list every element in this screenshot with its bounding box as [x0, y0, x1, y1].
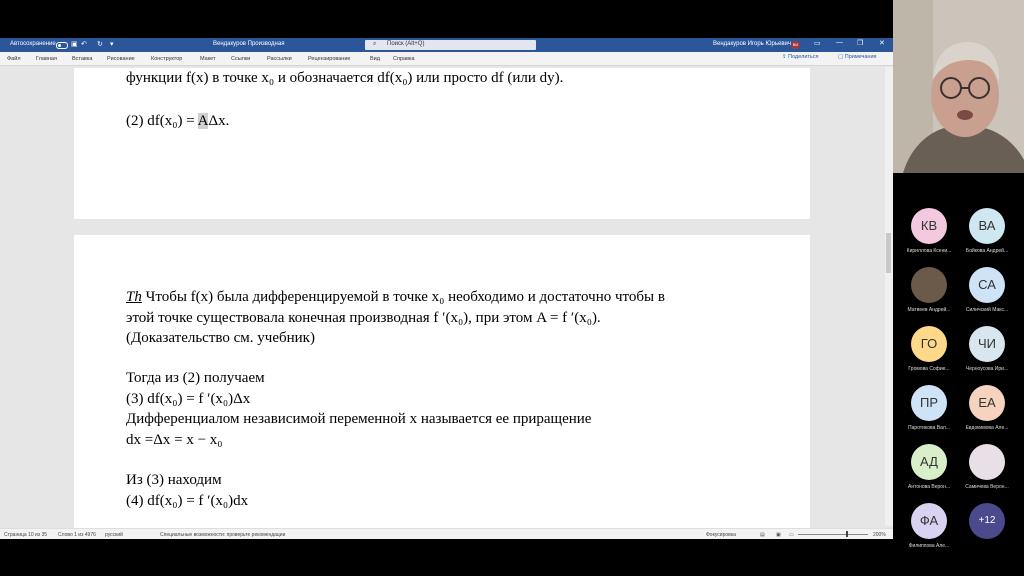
participant-tile[interactable] [900, 321, 958, 379]
participant-name: Силичский Макс... [965, 307, 1009, 313]
participant-tile[interactable] [958, 439, 1016, 497]
scrollbar-thumb[interactable] [886, 233, 891, 273]
doc-line: этой точке существовала конечная производная f ′(x₀), при этом A = f ′(x₀). [126, 310, 601, 326]
participant-tile[interactable] [900, 380, 958, 438]
participant-name: Евдокимова Але... [965, 425, 1009, 431]
document-title[interactable]: Вендакуров Производная [213, 41, 285, 47]
participant-name: Антонова Верон... [907, 484, 951, 490]
user-name: Вендакуров Игорь Юрьевич [713, 41, 792, 47]
participant-photo [911, 267, 947, 303]
participant-avatar: КВ [911, 208, 947, 244]
tab-insert[interactable]: Вставка [72, 56, 93, 62]
search-placeholder: Поиск (Alt+Q) [387, 41, 425, 47]
tab-view[interactable]: Вид [370, 56, 380, 62]
zoom-slider[interactable] [798, 534, 868, 535]
tab-references[interactable]: Ссылки [231, 56, 251, 62]
participant-avatar: ГО [911, 326, 947, 362]
participant-avatar: СА [969, 267, 1005, 303]
redo-icon[interactable]: ↻ [97, 41, 103, 48]
participant-avatar: ЕА [969, 385, 1005, 421]
tab-design[interactable]: Конструктор [151, 56, 183, 62]
autosave-label: Автосохранение [10, 41, 56, 47]
participant-name: Матвеев Андрей... [907, 307, 951, 313]
search-icon: ⌕ [373, 41, 377, 47]
doc-line: функции f(x) в точке x₀ и обозначается df(x₀) или просто df (или dy). [126, 70, 564, 86]
user-avatar[interactable]: ВИ [792, 42, 799, 47]
ribbon-tabs [0, 52, 893, 66]
selected-text: A [197, 113, 209, 129]
participant-name: Бойкова Андрей... [965, 248, 1009, 254]
tab-home[interactable]: Главная [36, 56, 57, 62]
tab-mailings[interactable]: Рассылки [267, 56, 292, 62]
formula-part: (2) df(x₀) = [126, 113, 198, 129]
theorem-text: Чтобы f(x) была дифференцируемой в точке x₀ необходимо и достаточно чтобы в [141, 289, 665, 305]
participant-tile[interactable] [958, 380, 1016, 438]
share-button[interactable]: ⇪ Поделиться [782, 54, 819, 60]
zoom-slider-thumb[interactable] [846, 531, 848, 537]
participant-avatar: ВА [969, 208, 1005, 244]
language[interactable]: русский [105, 532, 123, 538]
participant-tile[interactable] [900, 203, 958, 261]
web-layout-icon[interactable]: ▭ [789, 532, 794, 538]
autosave-toggle[interactable] [56, 42, 68, 49]
participant-name: Громова Софие... [908, 366, 950, 372]
document-page-1[interactable] [74, 68, 810, 219]
search-box[interactable] [365, 40, 536, 50]
doc-line: dx =Δx = x − x₀ [126, 432, 223, 448]
tab-help[interactable]: Справка [393, 56, 415, 62]
restore-icon[interactable]: ❐ [857, 40, 864, 47]
participant-tile[interactable] [958, 262, 1016, 320]
more-participants-button[interactable] [958, 498, 1016, 556]
participant-name: Самичева Верон... [965, 484, 1009, 490]
qat-more-icon[interactable]: ▾ [110, 41, 114, 48]
participant-tile[interactable] [958, 321, 1016, 379]
status-bar [0, 528, 893, 539]
doc-line: Тогда из (2) получаем [126, 370, 265, 386]
participant-tile[interactable] [900, 262, 958, 320]
doc-line-theorem [126, 289, 665, 306]
participant-name: Черноусова Ири... [965, 366, 1009, 372]
participant-photo [969, 444, 1005, 480]
formula-part: Δx. [208, 113, 230, 129]
participant-avatar: ФА [911, 503, 947, 539]
read-mode-icon[interactable]: ▤ [760, 532, 765, 538]
share-label: Поделиться [788, 54, 819, 60]
document-page-2[interactable] [74, 235, 810, 530]
page-count[interactable]: Страница 10 из 35 [4, 532, 48, 538]
tab-layout[interactable]: Макет [200, 56, 216, 62]
word-window [0, 38, 893, 539]
tab-draw[interactable]: Рисование [107, 56, 135, 62]
doc-line-formula-2 [126, 113, 229, 130]
comments-button[interactable]: ▢ Примечания [838, 54, 877, 60]
participant-name: Паротикова Вал... [908, 425, 950, 431]
tab-review[interactable]: Рецензирование [308, 56, 351, 62]
undo-icon[interactable]: ↶ [81, 41, 87, 48]
comments-label: Примечания [844, 54, 877, 60]
participant-name: Кириллова Ксени... [906, 248, 952, 254]
word-count[interactable]: Слово 1 из 4976 [58, 532, 96, 538]
doc-line: (4) df(x₀) = f ′(x₀)dx [126, 493, 249, 509]
speaker-video-frame [893, 0, 1024, 173]
doc-line: Дифференциалом независимой переменной x называется ее приращение [126, 411, 592, 427]
print-layout-icon[interactable]: ▣ [776, 532, 781, 538]
focus-mode[interactable]: Фокусировка [706, 532, 736, 538]
save-icon[interactable]: ▣ [71, 41, 78, 48]
speaker-video [893, 0, 1024, 173]
doc-line: (Доказательство см. учебник) [126, 330, 315, 346]
participant-avatar: ПР [911, 385, 947, 421]
zoom-level[interactable]: 200% [873, 532, 886, 538]
tab-file[interactable]: Файл [7, 56, 21, 62]
participant-tile[interactable] [958, 203, 1016, 261]
participant-avatar: АД [911, 444, 947, 480]
theorem-label: Th [126, 289, 142, 305]
doc-line: (3) df(x₀) = f ′(x₀)Δx [126, 391, 251, 407]
participant-avatar: ЧИ [969, 326, 1005, 362]
ribbon-display-icon[interactable]: ▭ [814, 40, 821, 47]
doc-line: Из (3) находим [126, 472, 222, 488]
participant-tile[interactable] [900, 439, 958, 497]
vertical-scrollbar[interactable] [885, 67, 893, 526]
more-participants-count: +12 [969, 503, 1005, 539]
minimize-icon[interactable]: — [836, 39, 843, 46]
title-bar [0, 38, 893, 52]
close-icon[interactable]: ✕ [879, 40, 885, 47]
participant-tile[interactable] [900, 498, 958, 556]
accessibility-status[interactable]: Специальные возможности: проверьте рекомендации [160, 532, 286, 538]
participants-panel [893, 173, 1024, 576]
participant-name: Филиппова Але... [908, 543, 950, 549]
